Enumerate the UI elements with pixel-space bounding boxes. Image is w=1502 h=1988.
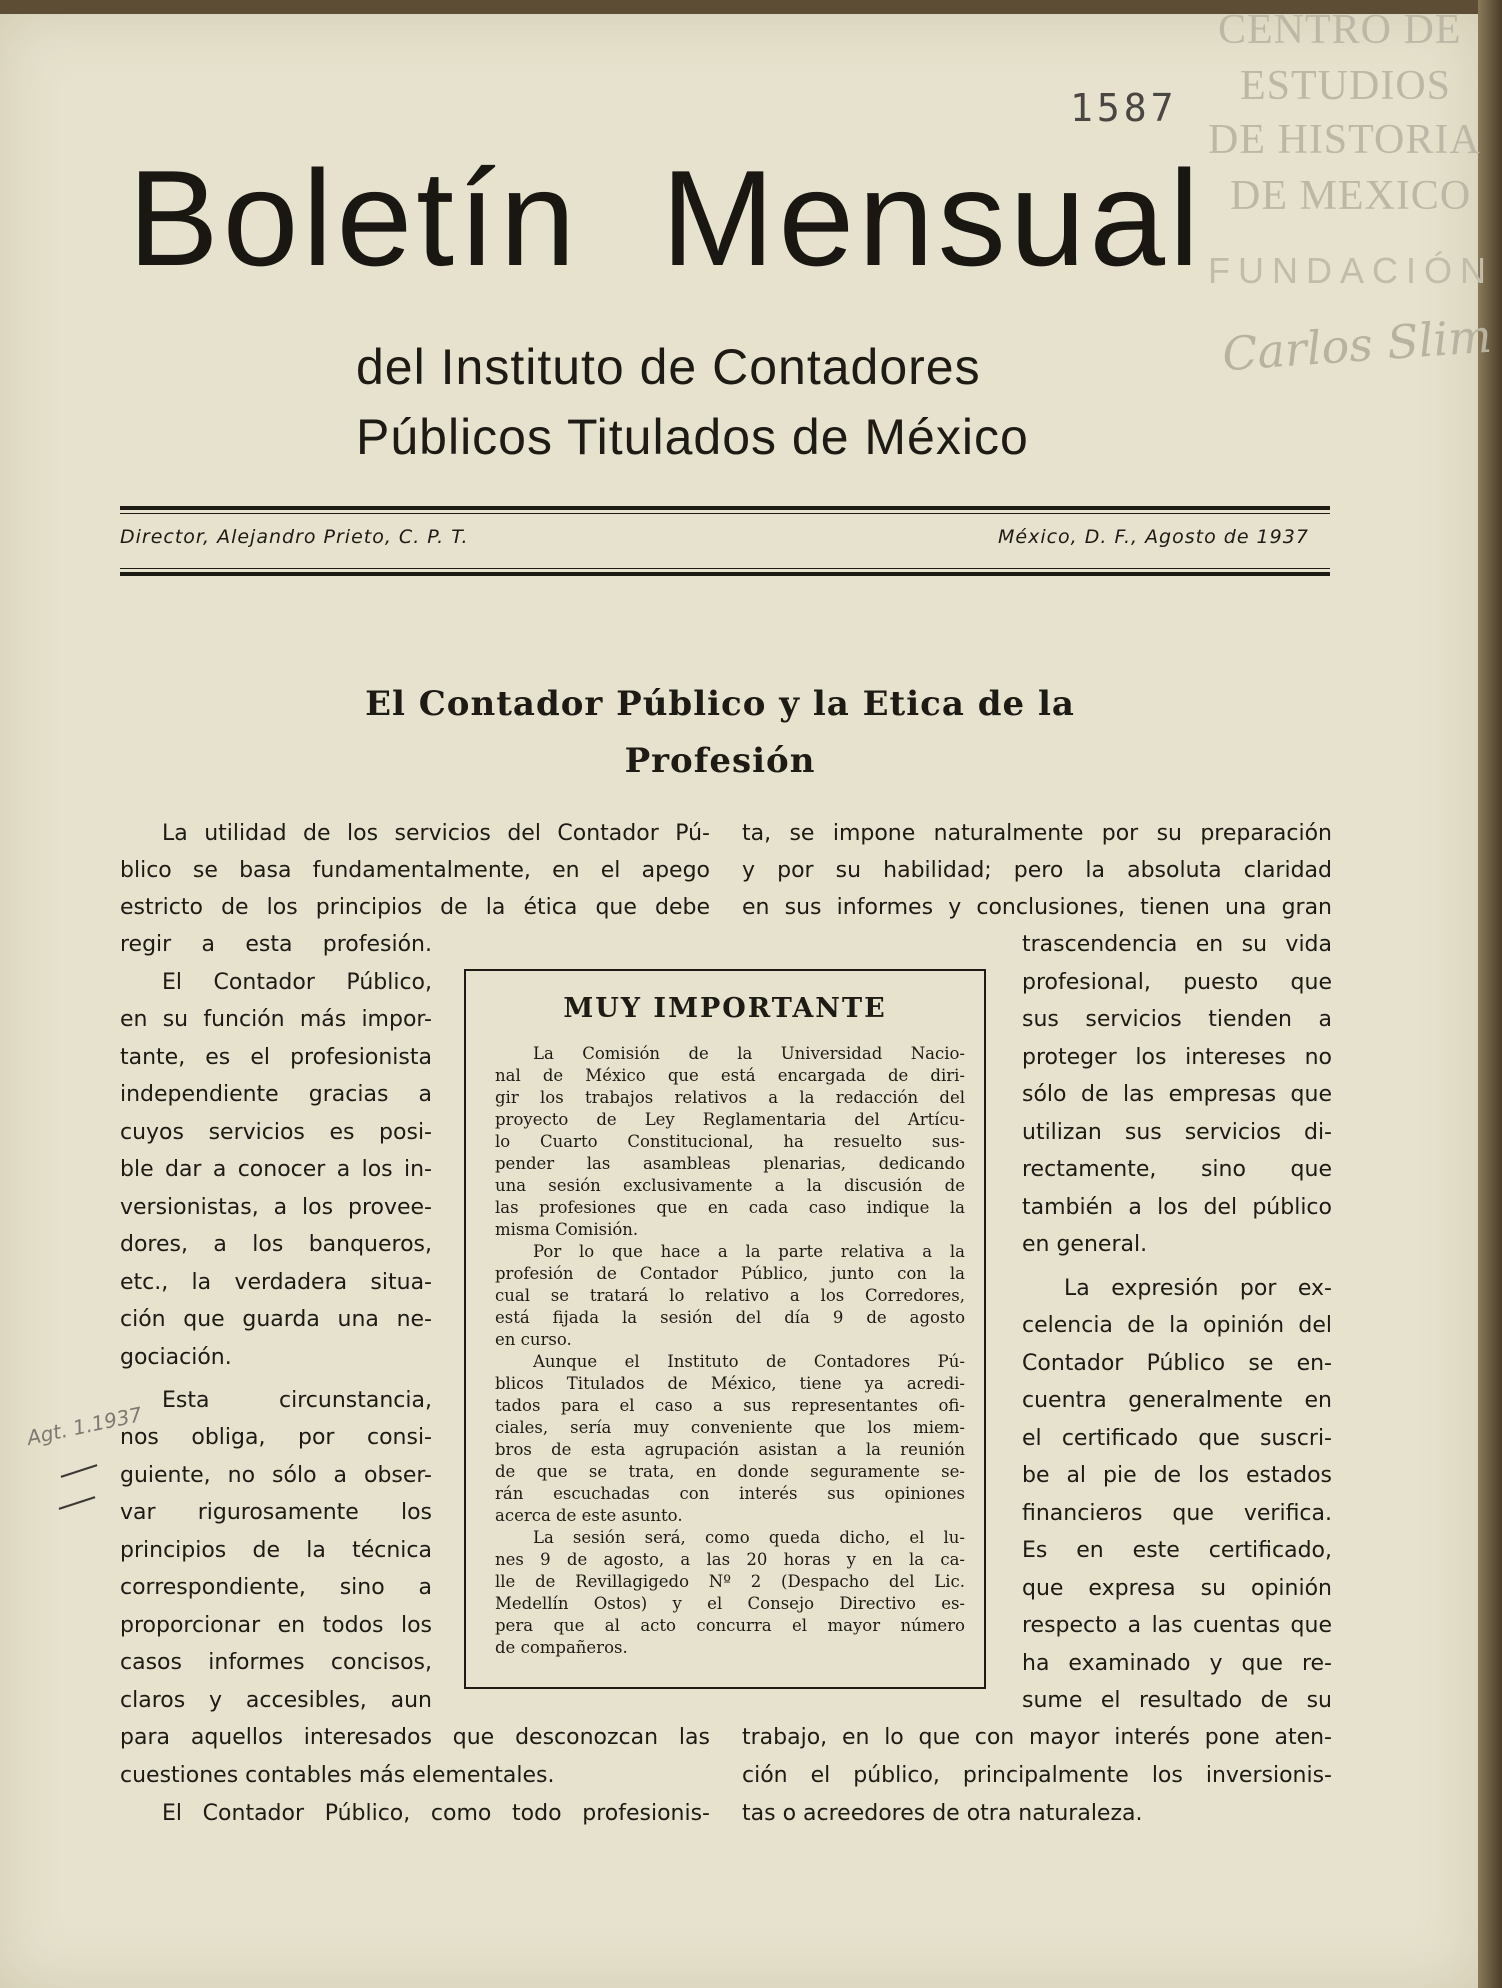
body-line: casos informes concisos, [120,1650,432,1675]
notice-line: lle de Revillagigedo Nº 2 (Despacho del Lic. [495,1572,965,1591]
body-line: estricto de los principios de la ética que debe [120,895,710,920]
body-line: celencia de la opinión del [1022,1313,1332,1338]
body-line: nos obliga, por consi- [120,1425,432,1450]
article-title-line: Profesión [624,741,816,781]
watermark-line: DE MEXICO [1230,173,1472,219]
archive-stamp-number: 1587 [1070,86,1178,130]
body-line: y por su habilidad; pero la absoluta claridad [742,858,1332,883]
masthead-rule [120,572,1330,576]
watermark-fundacion: FUNDACIÓN [1208,250,1494,291]
notice-line: blicos Titulados de México, tiene ya acredi- [495,1374,965,1393]
body-line: El Contador Público, como todo profesionis- [162,1801,710,1826]
director-credit: Director, Alejandro Prieto, C. P. T. [120,526,469,548]
body-line: el certificado que suscri- [1022,1426,1332,1451]
body-line: etc., la verdadera situa- [120,1270,432,1295]
notice-line: está fijada la sesión del día 9 de agosto [495,1308,965,1327]
body-line: Es en este certificado, [1022,1538,1332,1563]
notice-line: de compañeros. [495,1638,628,1657]
body-line: El Contador Público, [162,970,432,995]
body-line: tas o acreedores de otra naturaleza. [742,1801,1143,1826]
body-line: trascendencia en su vida [1022,932,1332,957]
body-line: utilizan sus servicios di- [1022,1120,1332,1145]
pencil-annotation: Agt. 1.1937 [24,1402,145,1450]
body-line: dores, a los banqueros, [120,1232,432,1257]
article-title [180,676,1260,790]
notice-line: pender las asambleas plenarias, dedicando [495,1154,965,1173]
notice-line: misma Comisión. [495,1220,639,1239]
body-line: ción que guarda una ne- [120,1307,432,1332]
masthead-rule [120,506,1330,510]
body-line: ble dar a conocer a los in- [120,1157,432,1182]
notice-line: La sesión será, como queda dicho, el lu- [533,1528,965,1547]
notice-line: Aunque el Instituto de Contadores Pú- [533,1352,965,1371]
body-line: para aquellos interesados que desconozcan las [120,1725,710,1750]
scan-border-right [1478,0,1502,1988]
article-title-line: El Contador Público y la Etica de la [365,684,1075,724]
body-line: La expresión por ex- [1064,1276,1332,1301]
body-line: sólo de las empresas que [1022,1082,1332,1107]
masthead-subtitle: Públicos Titulados de México [356,409,1029,465]
notice-line: Medellín Ostos) y el Consejo Directivo es- [495,1594,965,1613]
body-line: rectamente, sino que [1022,1157,1332,1182]
watermark-line: CENTRO DE [1218,7,1462,53]
body-line: regir a esta profesión. [120,932,432,957]
body-line: be al pie de los estados [1022,1463,1332,1488]
body-line: cuestiones contables más elementales. [120,1763,555,1788]
watermark-line: ESTUDIOS [1240,63,1452,109]
body-line: independiente gracias a [120,1082,432,1107]
masthead-rule [120,568,1330,569]
notice-line: cual se tratará lo relativo a los Corredores, [495,1286,965,1305]
body-line: claros y accesibles, aun [120,1688,432,1713]
masthead-subtitle: del Instituto de Contadores [356,339,981,395]
notice-line: nal de México que está encargada de diri- [495,1066,965,1085]
notice-line: lo Cuarto Constitucional, ha resuelto sus- [495,1132,965,1151]
body-line: ta, se impone naturalmente por su preparación [742,821,1332,846]
notice-line: rán escuchadas con interés sus opiniones [495,1484,965,1503]
body-line: principios de la técnica [120,1538,432,1563]
notice-line: proyecto de Ley Reglamentaria del Artícu- [495,1110,965,1129]
body-line: cuyos servicios es posi- [120,1120,432,1145]
notice-line: Por lo que hace a la parte relativa a la [533,1242,965,1261]
body-line: Contador Público se en- [1022,1351,1332,1376]
notice-line: acerca de este asunto. [495,1506,683,1525]
body-line: financieros que verifica. [1022,1501,1332,1526]
body-line: cuentra generalmente en [1022,1388,1332,1413]
body-line: en general. [1022,1232,1148,1257]
notice-line: tados para el caso a sus representantes ofi- [495,1396,965,1415]
masthead-rule [120,513,1330,514]
body-line: gociación. [120,1345,232,1370]
body-line: proteger los intereses no [1022,1045,1332,1070]
notice-line: La Comisión de la Universidad Nacio- [533,1044,965,1063]
body-line: proporcionar en todos los [120,1613,432,1638]
notice-line: gir los trabajos relativos a la redacción del [495,1088,965,1107]
notice-line: pera que al acto concurra el mayor número [495,1616,965,1635]
dateline: México, D. F., Agosto de 1937 [998,526,1309,548]
body-line: en su función más impor- [120,1007,432,1032]
notice-line: nes 9 de agosto, a las 20 horas y en la ca- [495,1550,965,1569]
notice-line: de que se trata, en donde seguramente se- [495,1462,965,1481]
body-line: La utilidad de los servicios del Contador Pú- [162,821,710,846]
body-line: también a los del público [1022,1195,1332,1220]
notice-line: en curso. [495,1330,572,1349]
notice-line: ciales, sería muy conveniente que los miem- [495,1418,965,1437]
notice-line: profesión de Contador Público, junto con la [495,1264,965,1283]
body-line: en sus informes y conclusiones, tienen una gran [742,895,1332,920]
notice-title: MUY IMPORTANTE [563,993,887,1024]
masthead-title: Boletín Mensual [128,142,1204,294]
body-line: var rigurosamente los [120,1500,432,1525]
body-line: ha examinado y que re- [1022,1651,1332,1676]
body-line: versionistas, a los provee- [120,1195,432,1220]
body-line: tante, es el profesionista [120,1045,432,1070]
body-line: trabajo, en lo que con mayor interés pone aten- [742,1725,1332,1750]
body-line: que expresa su opinión [1022,1576,1332,1601]
body-line: sume el resultado de su [1022,1688,1332,1713]
body-line: respecto a las cuentas que [1022,1613,1332,1638]
body-line: blico se basa fundamentalmente, en el apego [120,858,710,883]
watermark-line: DE HISTORIA [1208,117,1481,163]
notice-line: una sesión exclusivamente a la discusión de [495,1176,965,1195]
body-line: profesional, puesto que [1022,970,1332,995]
body-line: Esta circunstancia, [162,1388,432,1413]
watermark-signature: Carlos Slim [1220,308,1494,382]
body-line: sus servicios tienden a [1022,1007,1332,1032]
notice-line: bros de esta agrupación asistan a la reunión [495,1440,965,1459]
body-line: guiente, no sólo a obser- [120,1463,432,1488]
body-line: correspondiente, sino a [120,1575,432,1600]
body-line: ción el público, principalmente los inversionis- [742,1763,1332,1788]
notice-line: las profesiones que en cada caso indique la [495,1198,965,1217]
